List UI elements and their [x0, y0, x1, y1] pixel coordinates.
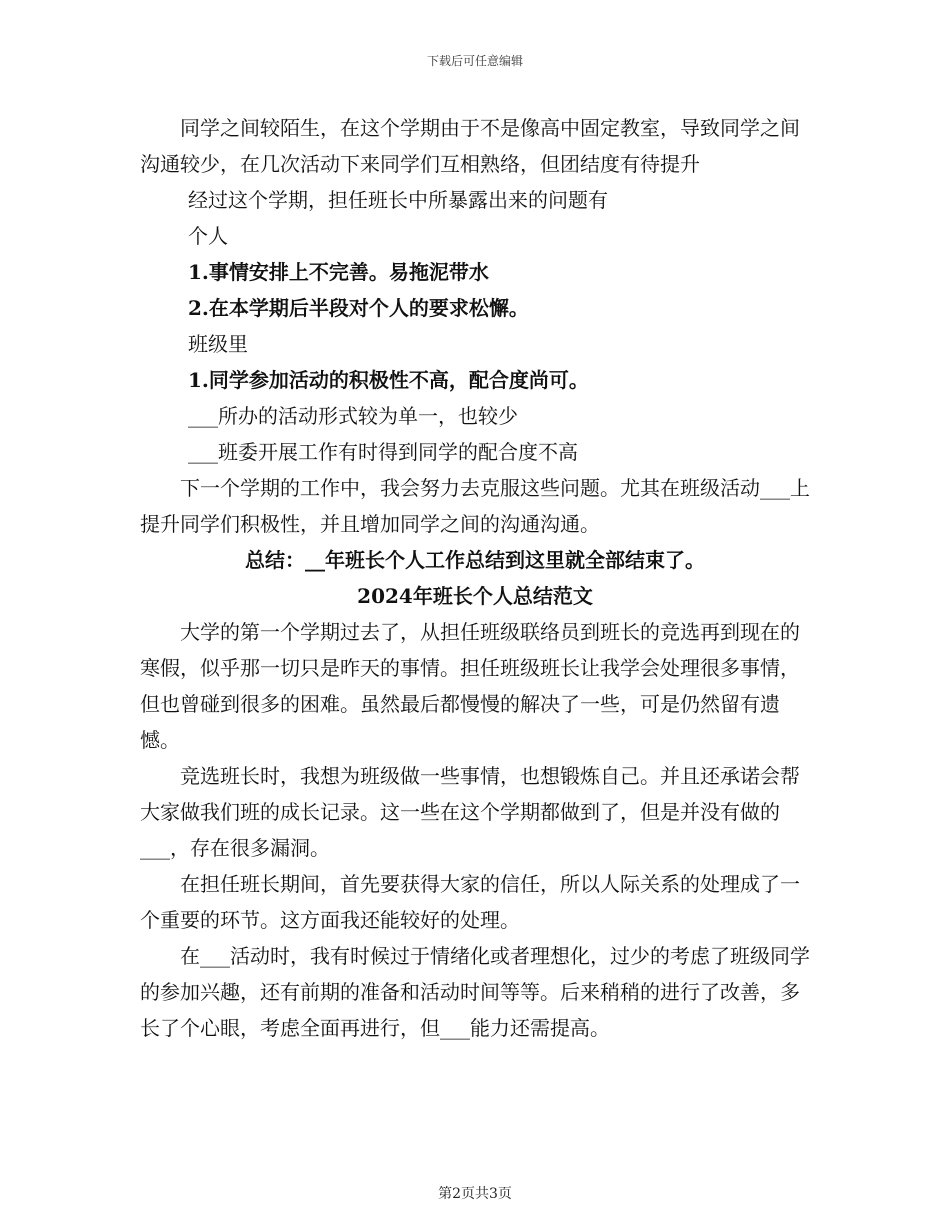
document-body — [140, 110, 810, 1046]
page-footer: 第2页共3页 — [438, 1186, 512, 1202]
page-header: 下载后可任意编辑 — [426, 54, 523, 68]
section-label: 个人 — [188, 224, 228, 248]
list-item: 1.同学参加活动的积极性不高，配合度尚可。 — [188, 368, 589, 392]
list-item: 2.在本学期后半段对个人的要求松懈。 — [188, 296, 529, 320]
summary-heading: 总结：__年班长个人工作总结到这里就全部结束了。 — [245, 548, 705, 572]
paragraph: 竞选班长时，我想为班级做一些事情，也想锻炼自己。并且还承诺会帮大家做我们班的成长记录。这一些在这个学期都做到了，但是并没有做的___，存在很多漏洞。 — [140, 764, 800, 860]
document-title: 2024年班长个人总结范文 — [357, 584, 593, 608]
text-line: 经过这个学期，担任班长中所暴露出来的问题有 — [188, 188, 608, 212]
paragraph: 同学之间较陌生，在这个学期由于不是像高中固定教室，导致同学之间沟通较少，在几次活动下来同学们互相熟络，但团结度有待提升 — [140, 116, 800, 176]
list-item: ___班委开展工作有时得到同学的配合度不高 — [188, 440, 578, 464]
list-item: 1.事情安排上不完善。易拖泥带水 — [188, 260, 489, 284]
paragraph: 大学的第一个学期过去了，从担任班级联络员到班长的竞选再到现在的寒假，似乎那一切只是昨天的事情。担任班级班长让我学会处理很多事情，但也曾碰到很多的困难。虽然最后都慢慢的解决了一些，可是仍然留有遗憾。 — [140, 620, 800, 752]
paragraph: 在___活动时，我有时候过于情绪化或者理想化，过少的考虑了班级同学的参加兴趣，还有前期的准备和活动时间等等。后来稍稍的进行了改善，多长了个心眼，考虑全面再进行，但___能力还需提高。 — [140, 944, 810, 1040]
section-label: 班级里 — [188, 332, 248, 356]
paragraph: 下一个学期的工作中，我会努力去克服这些问题。尤其在班级活动___上提升同学们积极性，并且增加同学之间的沟通沟通。 — [140, 476, 810, 536]
list-item: ___所办的活动形式较为单一，也较少 — [188, 404, 518, 428]
paragraph: 在担任班长期间，首先要获得大家的信任，所以人际关系的处理成了一个重要的环节。这方面我还能较好的处理。 — [140, 872, 800, 932]
